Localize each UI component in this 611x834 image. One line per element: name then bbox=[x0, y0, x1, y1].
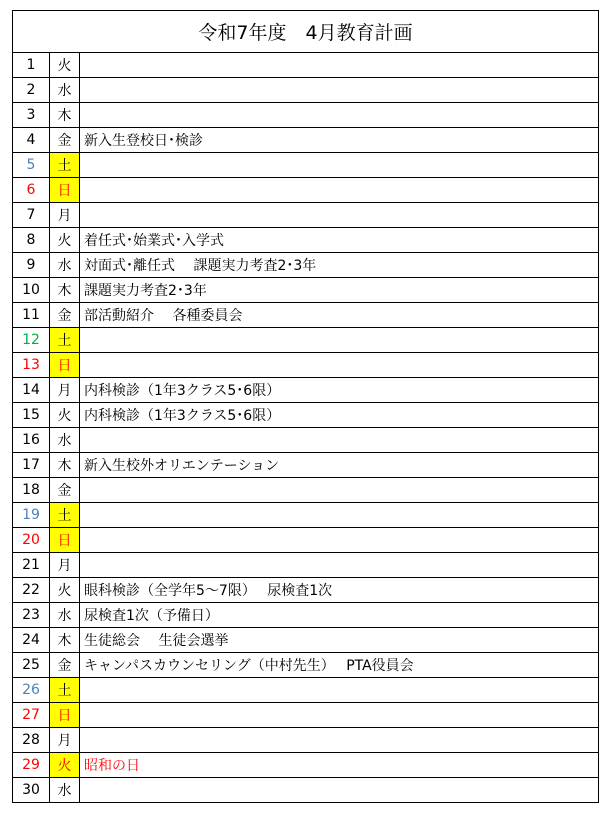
event-cell bbox=[80, 328, 599, 353]
page-title: 令和7年度 4月教育計画 bbox=[13, 11, 599, 53]
weekday-cell: 水 bbox=[50, 253, 80, 278]
day-number: 17 bbox=[13, 453, 50, 478]
event-cell: 部活動紹介 各種委員会 bbox=[80, 303, 599, 328]
calendar-row bbox=[13, 728, 599, 753]
event-cell: 尿検査1次（予備日） bbox=[80, 603, 599, 628]
weekday-cell: 金 bbox=[50, 653, 80, 678]
day-number: 28 bbox=[13, 728, 50, 753]
event-cell bbox=[80, 528, 599, 553]
calendar-row bbox=[13, 78, 599, 103]
event-cell bbox=[80, 728, 599, 753]
calendar-row bbox=[13, 703, 599, 728]
day-number: 24 bbox=[13, 628, 50, 653]
day-number: 21 bbox=[13, 553, 50, 578]
event-cell: 新入生登校日･検診 bbox=[80, 128, 599, 153]
calendar-row bbox=[13, 453, 599, 478]
weekday-cell: 水 bbox=[50, 778, 80, 803]
event-cell bbox=[80, 503, 599, 528]
day-number: 15 bbox=[13, 403, 50, 428]
day-number: 10 bbox=[13, 278, 50, 303]
day-number: 11 bbox=[13, 303, 50, 328]
calendar-row bbox=[13, 428, 599, 453]
weekday-cell: 月 bbox=[50, 203, 80, 228]
weekday-cell: 土 bbox=[50, 328, 80, 353]
day-number: 30 bbox=[13, 778, 50, 803]
day-number: 29 bbox=[13, 753, 50, 778]
event-cell bbox=[80, 78, 599, 103]
event-cell: 昭和の日 bbox=[80, 753, 599, 778]
day-number: 8 bbox=[13, 228, 50, 253]
weekday-cell: 木 bbox=[50, 453, 80, 478]
calendar-row bbox=[13, 378, 599, 403]
event-cell: 対面式･離任式 課題実力考査2･3年 bbox=[80, 253, 599, 278]
weekday-cell: 日 bbox=[50, 353, 80, 378]
calendar-row bbox=[13, 128, 599, 153]
calendar-row bbox=[13, 228, 599, 253]
weekday-cell: 火 bbox=[50, 403, 80, 428]
day-number: 27 bbox=[13, 703, 50, 728]
weekday-cell: 木 bbox=[50, 628, 80, 653]
day-number: 5 bbox=[13, 153, 50, 178]
title-row bbox=[13, 11, 599, 53]
day-number: 19 bbox=[13, 503, 50, 528]
event-cell: 内科検診（1年3クラス5･6限） bbox=[80, 378, 599, 403]
day-number: 12 bbox=[13, 328, 50, 353]
weekday-cell: 日 bbox=[50, 703, 80, 728]
weekday-cell: 木 bbox=[50, 278, 80, 303]
event-cell bbox=[80, 178, 599, 203]
weekday-cell: 土 bbox=[50, 503, 80, 528]
calendar-row bbox=[13, 203, 599, 228]
day-number: 23 bbox=[13, 603, 50, 628]
day-number: 7 bbox=[13, 203, 50, 228]
weekday-cell: 月 bbox=[50, 728, 80, 753]
day-number: 1 bbox=[13, 53, 50, 78]
weekday-cell: 金 bbox=[50, 128, 80, 153]
calendar-row bbox=[13, 603, 599, 628]
calendar-row bbox=[13, 528, 599, 553]
event-cell bbox=[80, 53, 599, 78]
event-cell bbox=[80, 478, 599, 503]
day-number: 9 bbox=[13, 253, 50, 278]
calendar-row bbox=[13, 328, 599, 353]
calendar-row bbox=[13, 153, 599, 178]
weekday-cell: 水 bbox=[50, 78, 80, 103]
calendar-row bbox=[13, 653, 599, 678]
weekday-cell: 月 bbox=[50, 378, 80, 403]
weekday-cell: 水 bbox=[50, 603, 80, 628]
day-number: 26 bbox=[13, 678, 50, 703]
weekday-cell: 火 bbox=[50, 753, 80, 778]
calendar-row bbox=[13, 503, 599, 528]
calendar-row bbox=[13, 253, 599, 278]
education-plan-table bbox=[12, 10, 599, 803]
calendar-row bbox=[13, 353, 599, 378]
event-cell: 内科検診（1年3クラス5･6限） bbox=[80, 403, 599, 428]
day-number: 20 bbox=[13, 528, 50, 553]
event-cell: 着任式･始業式･入学式 bbox=[80, 228, 599, 253]
calendar-row bbox=[13, 578, 599, 603]
weekday-cell: 火 bbox=[50, 578, 80, 603]
calendar-row bbox=[13, 53, 599, 78]
weekday-cell: 水 bbox=[50, 428, 80, 453]
day-number: 3 bbox=[13, 103, 50, 128]
weekday-cell: 月 bbox=[50, 553, 80, 578]
event-cell: キャンパスカウンセリング（中村先生） PTA役員会 bbox=[80, 653, 599, 678]
event-cell bbox=[80, 428, 599, 453]
calendar-row bbox=[13, 178, 599, 203]
calendar-row bbox=[13, 278, 599, 303]
weekday-cell: 火 bbox=[50, 228, 80, 253]
day-number: 4 bbox=[13, 128, 50, 153]
event-cell bbox=[80, 678, 599, 703]
event-cell bbox=[80, 778, 599, 803]
day-number: 14 bbox=[13, 378, 50, 403]
weekday-cell: 火 bbox=[50, 53, 80, 78]
calendar-row bbox=[13, 778, 599, 803]
calendar-row bbox=[13, 403, 599, 428]
day-number: 18 bbox=[13, 478, 50, 503]
weekday-cell: 土 bbox=[50, 153, 80, 178]
weekday-cell: 金 bbox=[50, 478, 80, 503]
event-cell: 眼科検診（全学年5～7限） 尿検査1次 bbox=[80, 578, 599, 603]
day-number: 2 bbox=[13, 78, 50, 103]
day-number: 6 bbox=[13, 178, 50, 203]
event-cell bbox=[80, 203, 599, 228]
event-cell: 新入生校外オリエンテーション bbox=[80, 453, 599, 478]
weekday-cell: 金 bbox=[50, 303, 80, 328]
weekday-cell: 土 bbox=[50, 678, 80, 703]
education-plan-body bbox=[13, 11, 599, 803]
weekday-cell: 日 bbox=[50, 178, 80, 203]
calendar-row bbox=[13, 103, 599, 128]
event-cell bbox=[80, 703, 599, 728]
event-cell bbox=[80, 103, 599, 128]
day-number: 16 bbox=[13, 428, 50, 453]
calendar-row bbox=[13, 553, 599, 578]
calendar-row bbox=[13, 628, 599, 653]
event-cell bbox=[80, 353, 599, 378]
calendar-row bbox=[13, 753, 599, 778]
day-number: 13 bbox=[13, 353, 50, 378]
calendar-row bbox=[13, 303, 599, 328]
calendar-row bbox=[13, 678, 599, 703]
calendar-row bbox=[13, 478, 599, 503]
event-cell bbox=[80, 153, 599, 178]
event-cell bbox=[80, 553, 599, 578]
day-number: 25 bbox=[13, 653, 50, 678]
event-cell: 課題実力考査2･3年 bbox=[80, 278, 599, 303]
day-number: 22 bbox=[13, 578, 50, 603]
weekday-cell: 日 bbox=[50, 528, 80, 553]
event-cell: 生徒総会 生徒会選挙 bbox=[80, 628, 599, 653]
weekday-cell: 木 bbox=[50, 103, 80, 128]
